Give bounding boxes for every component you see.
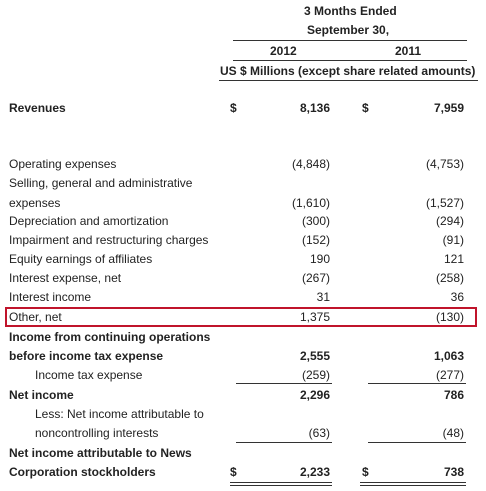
value-depreciation-2012: (300) [301,214,330,228]
row-label-impairment: Impairment and restructuring charges [9,233,209,247]
row-label-sga-line2: expenses [9,196,61,210]
value-sga-2011: (1,527) [425,196,464,210]
header-divider-2 [233,60,467,61]
currency-symbol-total-2011: $ [362,465,369,479]
value-interest-income-2011: 36 [450,290,464,304]
units-header: US $ Millions (except share related amounts) [220,64,476,78]
row-label-net-income-attrib-line2: Corporation stockholders [9,465,156,479]
row-label-income-tax: Income tax expense [35,368,143,382]
row-label-income-continuing-line2: before income tax expense [9,349,164,363]
value-net-income-attrib-2012: 2,233 [299,465,330,479]
total-double-rule-2011 [360,482,466,486]
header-divider [233,40,467,41]
value-income-tax-2011: (277) [435,368,464,382]
row-label-income-continuing-line1: Income from continuing operations [9,330,211,344]
header-divider-3 [219,80,478,81]
value-impairment-2011: (91) [442,233,464,247]
subtotal-rule-2011 [368,383,466,384]
subtotal-rule-2012 [236,383,332,384]
value-nci-2012: (63) [308,426,330,440]
value-net-income-2011: 786 [443,388,464,402]
period-header-line1: 3 Months Ended [304,4,397,18]
value-other-net-2012: 1,375 [299,310,330,324]
value-impairment-2012: (152) [301,233,330,247]
row-label-interest-expense: Interest expense, net [9,271,122,285]
row-label-sga-line1: Selling, general and administrative [9,176,193,190]
row-label-nci-line1: Less: Net income attributable to [35,407,204,421]
row-label-depreciation: Depreciation and amortization [9,214,169,228]
row-label-operating-expenses: Operating expenses [9,157,117,171]
value-income-continuing-2011: 1,063 [433,349,464,363]
value-other-net-2011: (130) [435,310,464,324]
row-label-net-income-attrib-line1: Net income attributable to News [9,446,192,460]
value-revenues-2011: 7,959 [433,101,464,115]
total-double-rule-2012 [230,482,332,486]
value-interest-expense-2012: (267) [301,271,330,285]
value-income-continuing-2012: 2,555 [299,349,330,363]
row-label-net-income: Net income [9,388,74,402]
value-interest-expense-2011: (258) [435,271,464,285]
value-net-income-2012: 2,296 [299,388,330,402]
value-income-tax-2012: (259) [301,368,330,382]
subtotal-rule2-2012 [236,442,332,443]
currency-symbol-total-2012: $ [230,465,237,479]
subtotal-rule2-2011 [368,442,466,443]
value-depreciation-2011: (294) [435,214,464,228]
value-nci-2011: (48) [442,426,464,440]
value-operating-expenses-2011: (4,753) [425,157,464,171]
column-header-2012: 2012 [270,44,297,58]
value-net-income-attrib-2011: 738 [443,465,464,479]
value-equity-earnings-2012: 190 [309,252,330,266]
row-label-nci-line2: noncontrolling interests [35,426,159,440]
currency-symbol-2011: $ [362,101,369,115]
value-revenues-2012: 8,136 [299,101,330,115]
value-sga-2012: (1,610) [291,196,330,210]
row-label-revenues: Revenues [9,101,66,115]
row-label-other-net: Other, net [9,310,62,324]
column-header-2011: 2011 [395,44,422,58]
row-label-equity-earnings: Equity earnings of affiliates [9,252,153,266]
currency-symbol-2012: $ [230,101,237,115]
value-equity-earnings-2011: 121 [443,252,464,266]
value-interest-income-2012: 31 [316,290,330,304]
row-label-interest-income: Interest income [9,290,92,304]
value-operating-expenses-2012: (4,848) [291,157,330,171]
period-header-line2: September 30, [307,23,390,37]
